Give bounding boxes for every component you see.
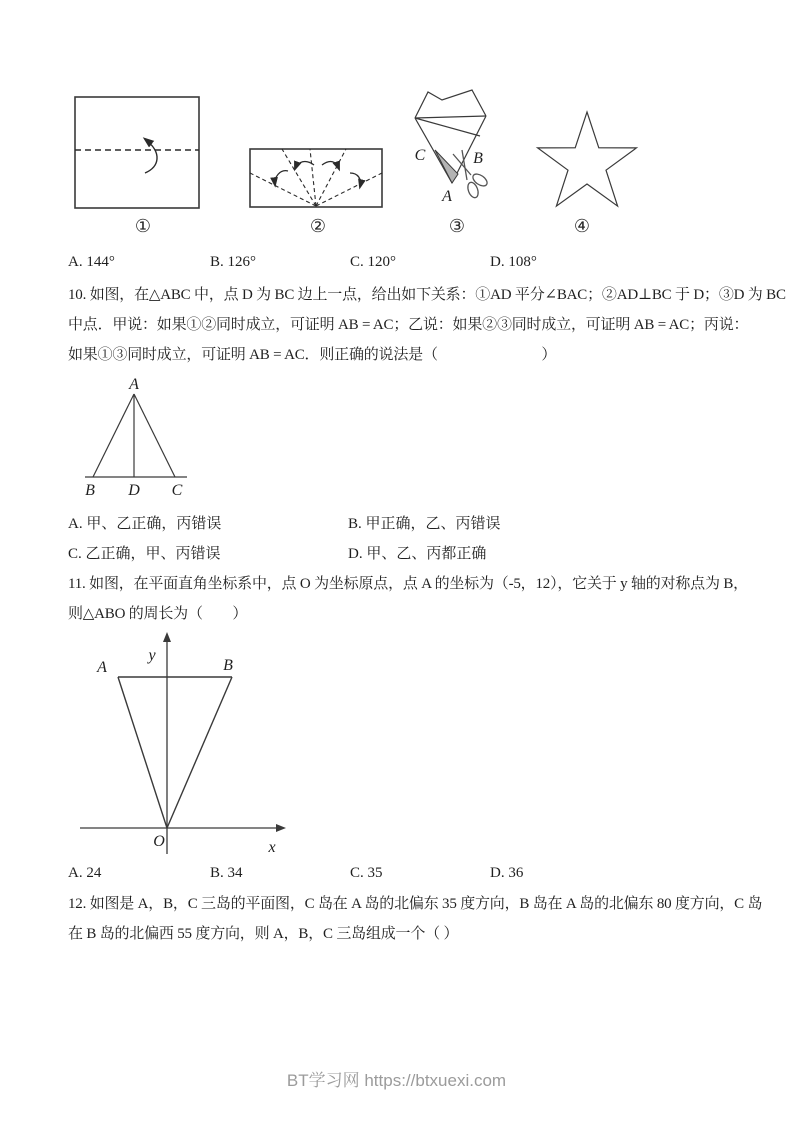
q11-option-a: A. 24 — [68, 865, 102, 881]
star-outline — [538, 112, 637, 206]
q11-text-line-2: 则△ABO 的周长为（ ） — [68, 606, 248, 622]
q10-text-line-3: 如果①③同时成立，可证明 AB = AC．则正确的说法是（ ） — [68, 347, 557, 363]
figure-caption-3: ③ — [448, 216, 466, 236]
scissors-icon — [453, 150, 489, 199]
figure-coordinate-plane — [62, 630, 290, 858]
triangle-label-d: D — [128, 482, 140, 499]
q10-option-c: C. 乙正确，甲、丙错误 — [68, 546, 221, 562]
triangle-lines — [85, 394, 187, 477]
fold-arrow-icon — [145, 139, 157, 173]
q11-option-c: C. 35 — [350, 865, 383, 881]
q9-option-d: D. 108° — [490, 254, 537, 270]
q12-text-line-2: 在 B 岛的北偏西 55 度方向，则 A，B，C 三岛组成一个（ ） — [68, 926, 459, 942]
cone-label-a: A — [442, 188, 452, 205]
triangle-label-a: A — [129, 376, 139, 393]
triangle-abo-lines — [118, 677, 232, 828]
figure-caption-2: ② — [309, 216, 327, 236]
figure-caption-4: ④ — [573, 216, 591, 236]
point-label-a: A — [97, 659, 107, 676]
x-axis-arrow-icon — [276, 824, 286, 832]
triangle-label-b: B — [85, 482, 95, 499]
q12-text-line-1: 12. 如图是 A，B，C 三岛的平面图，C 岛在 A 岛的北偏东 35 度方向，B 岛在 A 岛的北偏东 80 度方向，C 岛 — [68, 896, 763, 912]
footer-site-text: BT学习网 https://btxuexi.com — [286, 1071, 507, 1090]
q10-text-line-1: 10. 如图，在△ABC 中，点 D 为 BC 边上一点，给出如下关系：①AD 平分∠BAC；②AD⊥BC 于 D；③D 为 BC — [68, 287, 786, 303]
fold-arrows-icon — [275, 162, 361, 187]
q11-text-line-1: 11. 如图，在平面直角坐标系中，点 O 为坐标原点，点 A 的坐标为（-5，12），它关于 y 轴的对称点为 B， — [68, 576, 748, 592]
figure-fold-square — [73, 95, 203, 211]
y-axis-arrow-icon — [163, 632, 171, 642]
q10-option-b: B. 甲正确，乙、丙错误 — [348, 516, 501, 532]
figure-triangle-abd — [73, 376, 203, 502]
paper-rect — [250, 149, 382, 207]
triangle-label-c: C — [171, 482, 183, 499]
fold-rays — [250, 149, 382, 206]
origin-label-o: O — [153, 833, 165, 850]
q11-option-d: D. 36 — [490, 865, 524, 881]
figure-fold-fan — [248, 147, 384, 211]
q9-option-a: A. 144° — [68, 254, 115, 270]
q10-option-a: A. 甲、乙正确，丙错误 — [68, 516, 222, 532]
paper-square — [75, 97, 199, 208]
cone-label-b: B — [473, 150, 483, 167]
q9-option-c: C. 120° — [350, 254, 397, 270]
cone-label-c: C — [414, 147, 426, 164]
point-label-b: B — [223, 657, 233, 674]
axes — [80, 638, 280, 854]
figure-caption-1: ① — [134, 216, 152, 236]
axis-label-y: y — [148, 647, 156, 664]
figure-star — [530, 110, 645, 210]
q10-option-d: D. 甲、乙、丙都正确 — [348, 546, 487, 562]
q9-option-b: B. 126° — [210, 254, 257, 270]
q10-text-line-2: 中点．甲说：如果①②同时成立，可证明 AB = AC；乙说：如果②③同时成立，可证明 AB = AC；丙说： — [68, 317, 749, 333]
figure-paper-cone — [408, 88, 513, 213]
q11-option-b: B. 34 — [210, 865, 243, 881]
axis-label-x: x — [268, 839, 276, 856]
